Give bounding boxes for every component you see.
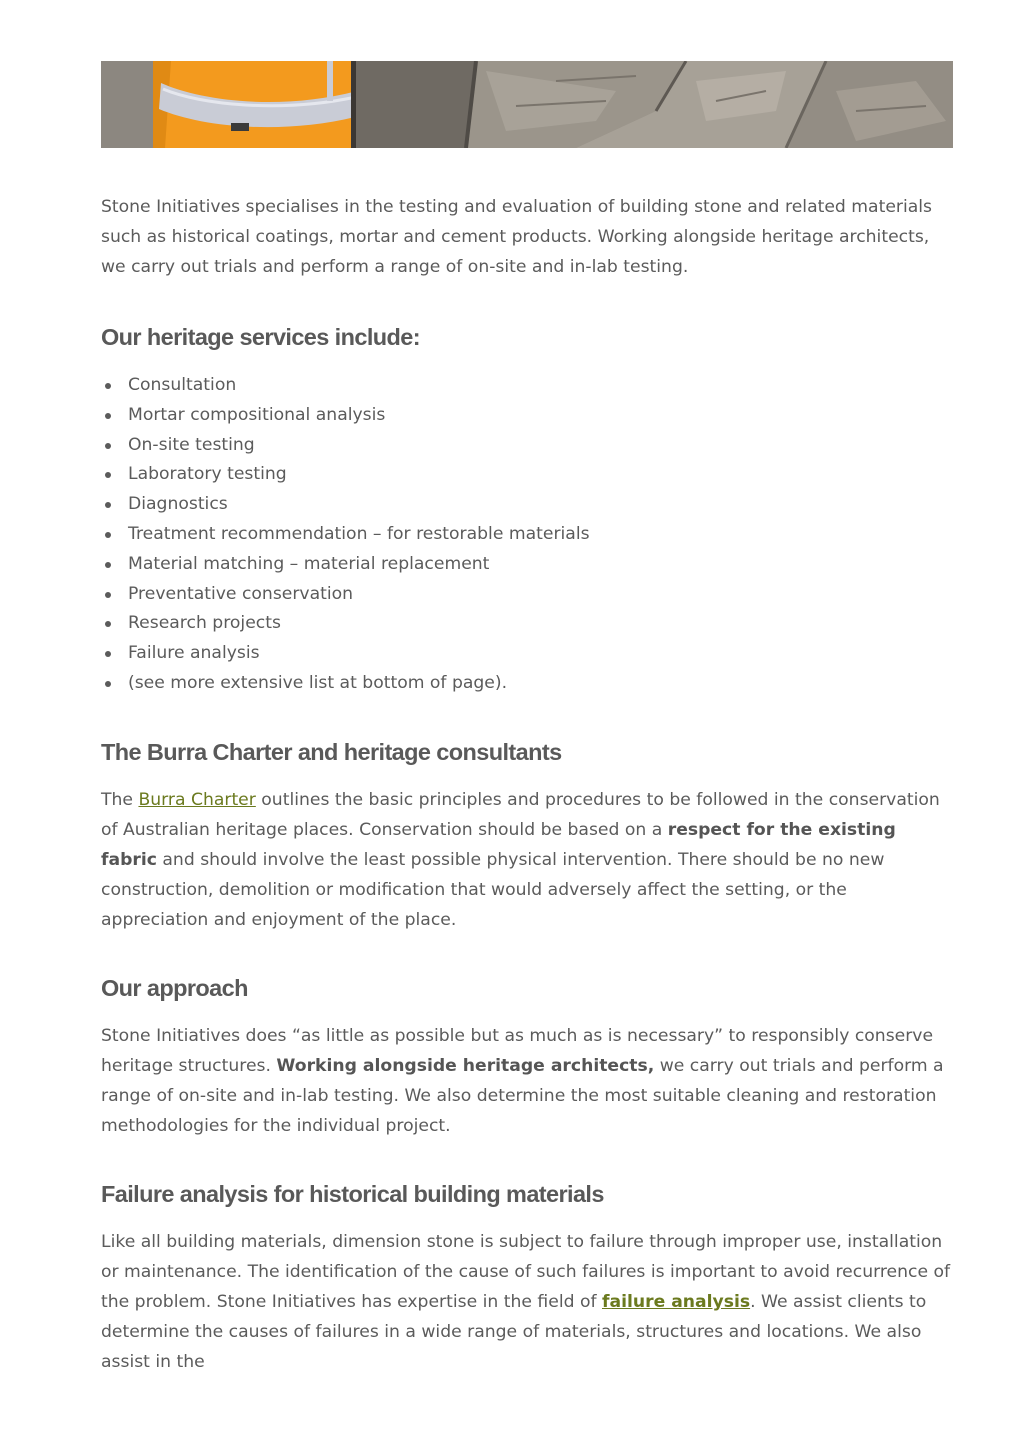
list-item: Laboratory testing bbox=[101, 460, 953, 490]
list-item: Material matching – material replacement bbox=[101, 550, 953, 580]
list-item: Mortar compositional analysis bbox=[101, 401, 953, 431]
approach-text-2: we carry out trials and perform a range of on-site and in-lab testing. We also determine the most suitable cleaning and restoration methodologies for the individual project. bbox=[101, 1055, 944, 1136]
approach-paragraph bbox=[101, 1021, 953, 1141]
worker-vest-image bbox=[101, 61, 361, 148]
list-item: Research projects bbox=[101, 609, 953, 639]
burra-bold-text: respect for the existing fabric bbox=[101, 819, 896, 870]
approach-text-1: Stone Initiatives does “as little as possible but as much as is necessary” to responsibly conserve heritage structures. bbox=[101, 1025, 934, 1076]
hero-image bbox=[101, 61, 953, 148]
stone-wall-image bbox=[356, 61, 953, 148]
failure-heading: Failure analysis for historical building materials bbox=[101, 1180, 604, 1207]
list-item: Preventative conservation bbox=[101, 580, 953, 610]
burra-prefix: The bbox=[101, 789, 139, 810]
burra-text-2: and should involve the least possible physical intervention. There should be no new construction, demolition or modification that would adversely affect the setting, or the appreciation and enjoyment of the place. bbox=[101, 849, 885, 930]
burra-text-1: outlines the basic principles and procedures to be followed in the conservation of Australian heritage places. Conservation should be based on a bbox=[101, 789, 940, 840]
burra-paragraph bbox=[101, 785, 953, 935]
list-item: (see more extensive list at bottom of page). bbox=[101, 669, 953, 699]
page-content bbox=[101, 61, 953, 1377]
failure-text-2: . We assist clients to determine the causes of failures in a wide range of materials, structures and locations. We also assist in the bbox=[101, 1291, 927, 1372]
approach-heading: Our approach bbox=[101, 974, 248, 1001]
list-item: Failure analysis bbox=[101, 639, 953, 669]
approach-bold-text: Working alongside heritage architects, bbox=[276, 1055, 655, 1076]
list-item: Consultation bbox=[101, 371, 953, 401]
failure-analysis-link[interactable]: failure analysis bbox=[602, 1291, 751, 1312]
burra-heading: The Burra Charter and heritage consultants bbox=[101, 738, 562, 765]
services-heading: Our heritage services include: bbox=[101, 324, 420, 350]
failure-paragraph bbox=[101, 1227, 953, 1377]
burra-charter-link[interactable]: Burra Charter bbox=[138, 789, 256, 810]
services-list bbox=[101, 371, 953, 699]
list-item: Diagnostics bbox=[101, 490, 953, 520]
failure-text-1: Like all building materials, dimension stone is subject to failure through improper use, installation or maintenance. The identification of the cause of such failures is important to avoid recurrence of the problem. Stone Initiatives has expertise in the field of bbox=[101, 1231, 951, 1312]
list-item: Treatment recommendation – for restorable materials bbox=[101, 520, 953, 550]
intro-paragraph: Stone Initiatives specialises in the testing and evaluation of building stone and related materials such as historical coatings, mortar and cement products. Working alongside heritage architects, we carry out trials and perform a range of on-site and in-lab testing. bbox=[101, 197, 932, 277]
list-item: On-site testing bbox=[101, 431, 953, 461]
